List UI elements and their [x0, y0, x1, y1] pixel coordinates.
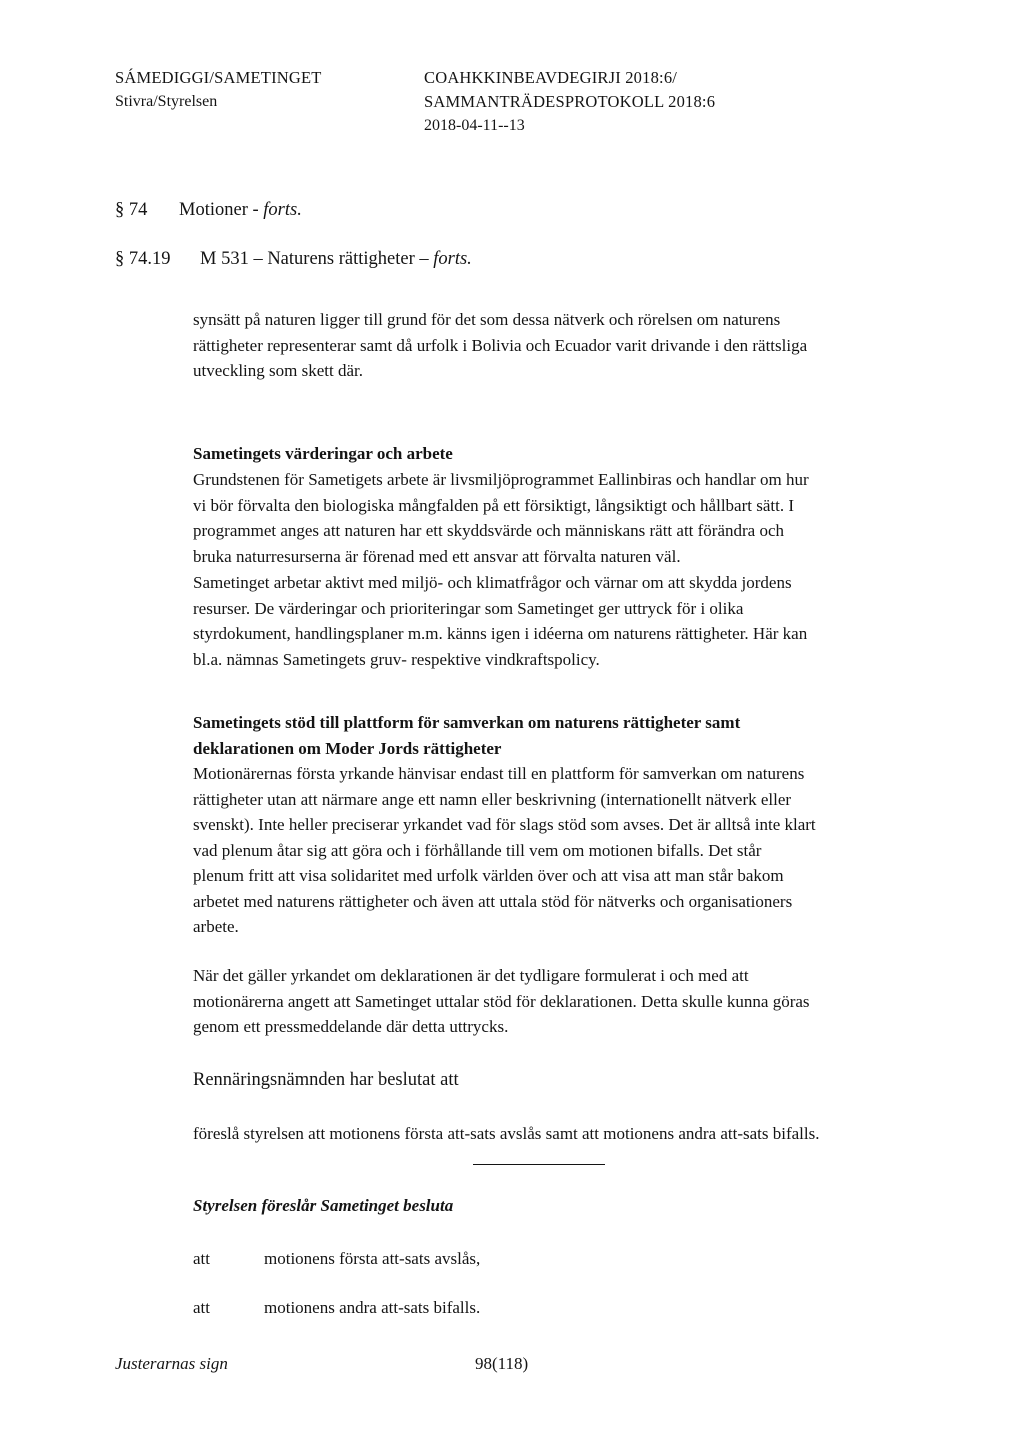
text-line: rättigheter representerar samt då urfolk i Bolivia och Ecuador varit drivande i den rättsliga [193, 335, 808, 355]
text-line: bruka naturresurserna är förenad med ett ansvar att förvalta naturen väl. [193, 546, 681, 566]
section-heading-sub [115, 249, 715, 275]
heading-line: deklarationen om Moder Jords rättigheter [193, 738, 502, 758]
text-line: genom ett pressmeddelande där detta uttrycks. [193, 1017, 509, 1036]
doc-title-sami: COAHKKINBEAVDEGIRJI 2018:6/ [424, 68, 678, 87]
text-line: svenskt). Inte heller preciserar yrkandet vad för slags stöd som avses. Det är alltså inte klart [193, 815, 816, 834]
text-line: arbete. [193, 917, 239, 936]
proposal-prefix: att [193, 1249, 210, 1268]
subsection-number: § 74.19 [115, 249, 171, 269]
section-title-text: Motioner - [179, 200, 259, 220]
section-title [179, 200, 302, 221]
doc-date: 2018-04-11--13 [424, 117, 525, 134]
subsection-title-forts: forts. [433, 249, 472, 269]
doc-title-swedish: SAMMANTRÄDESPROTOKOLL 2018:6 [424, 92, 716, 111]
heading-line: Sametingets stöd till plattform för samverkan om naturens rättigheter samt [193, 713, 741, 732]
text-line: utveckling som skett där. [193, 361, 363, 380]
org-name: SÁMEDIGGI/SAMETINGET [115, 68, 322, 87]
proposal-prefix: att [193, 1298, 210, 1317]
text-line: vad plenum åtar sig att göra och i förhållande till vem om motionen bifalls. Det står [193, 840, 762, 860]
text-line: rättigheter utan att närmare ange ett namn eller beskrivning (internationellt nätverk eller [193, 789, 792, 809]
work-paragraph [193, 570, 963, 672]
text-line: resurser. De värderingar och prioriteringar som Sametinget ger uttryck för i olika [193, 598, 744, 618]
text-line: vi bör förvalta den biologiska mångfalden på ett försiktigt, långsiktigt och hållbart sätt. I [193, 495, 794, 515]
text-line: bl.a. nämnas Sametingets gruv- respektive vindkraftspolicy. [193, 649, 600, 669]
support-heading [193, 710, 963, 761]
text-line: programmet anges att naturen har ett skyddsvärde och människans rätt att förändra och [193, 521, 785, 540]
values-paragraph [193, 467, 963, 569]
separator-rule [473, 1164, 605, 1165]
board-heading: Styrelsen föreslår Sametinget besluta [193, 1196, 454, 1215]
text-line: arbetet med naturens rättigheter och även att uttala stöd för nätverks och organisationers [193, 891, 793, 911]
page-number: 98(118) [475, 1354, 529, 1373]
text-line: plenum fritt att visa solidaritet med urfolk världen över och att visa att man står bakom [193, 866, 784, 885]
subsection-title [200, 249, 472, 270]
text-line: Sametinget arbetar aktivt med miljö- och klimatfrågor och värnar om att skydda jordens [193, 573, 792, 592]
section-title-forts: forts. [263, 200, 302, 220]
declaration-paragraph [193, 963, 963, 1040]
section-heading-main [115, 200, 715, 226]
support-paragraph [193, 761, 963, 940]
text-line: synsätt på naturen ligger till grund för det som dessa nätverk och rörelsen om naturens [193, 310, 781, 329]
text-line: När det gäller yrkandet om deklarationen är det tydligare formulerat i och med att [193, 966, 749, 985]
section-number: § 74 [115, 200, 148, 220]
values-heading: Sametingets värderingar och arbete [193, 444, 453, 463]
proposal-text: motionens andra att-sats bifalls. [264, 1298, 481, 1317]
intro-paragraph [193, 307, 963, 384]
decision-intro: Rennäringsnämnden har beslutat att [193, 1070, 459, 1090]
text-line: motionärerna angett att Sametinget uttalar stöd för deklarationen. Detta skulle kunna göras [193, 991, 810, 1011]
signature-label: Justerarnas sign [115, 1354, 228, 1373]
proposal-text: motionens första att-sats avslås, [264, 1249, 481, 1268]
decision-text: föreslå styrelsen att motionens första att-sats avslås samt att motionens andra att-sats bifalls. [193, 1124, 820, 1143]
subsection-title-text: M 531 – Naturens rättigheter – [200, 249, 429, 269]
text-line: Grundstenen för Sametigets arbete är livsmiljöprogrammet Eallinbiras och handlar om hur [193, 470, 809, 489]
org-unit: Stivra/Styrelsen [115, 93, 218, 110]
text-line: Motionärernas första yrkande hänvisar endast till en plattform för samverkan om naturens [193, 764, 805, 783]
text-line: styrdokument, handlingsplaner m.m. känns igen i idéerna om naturens rättigheter. Här kan [193, 624, 808, 643]
